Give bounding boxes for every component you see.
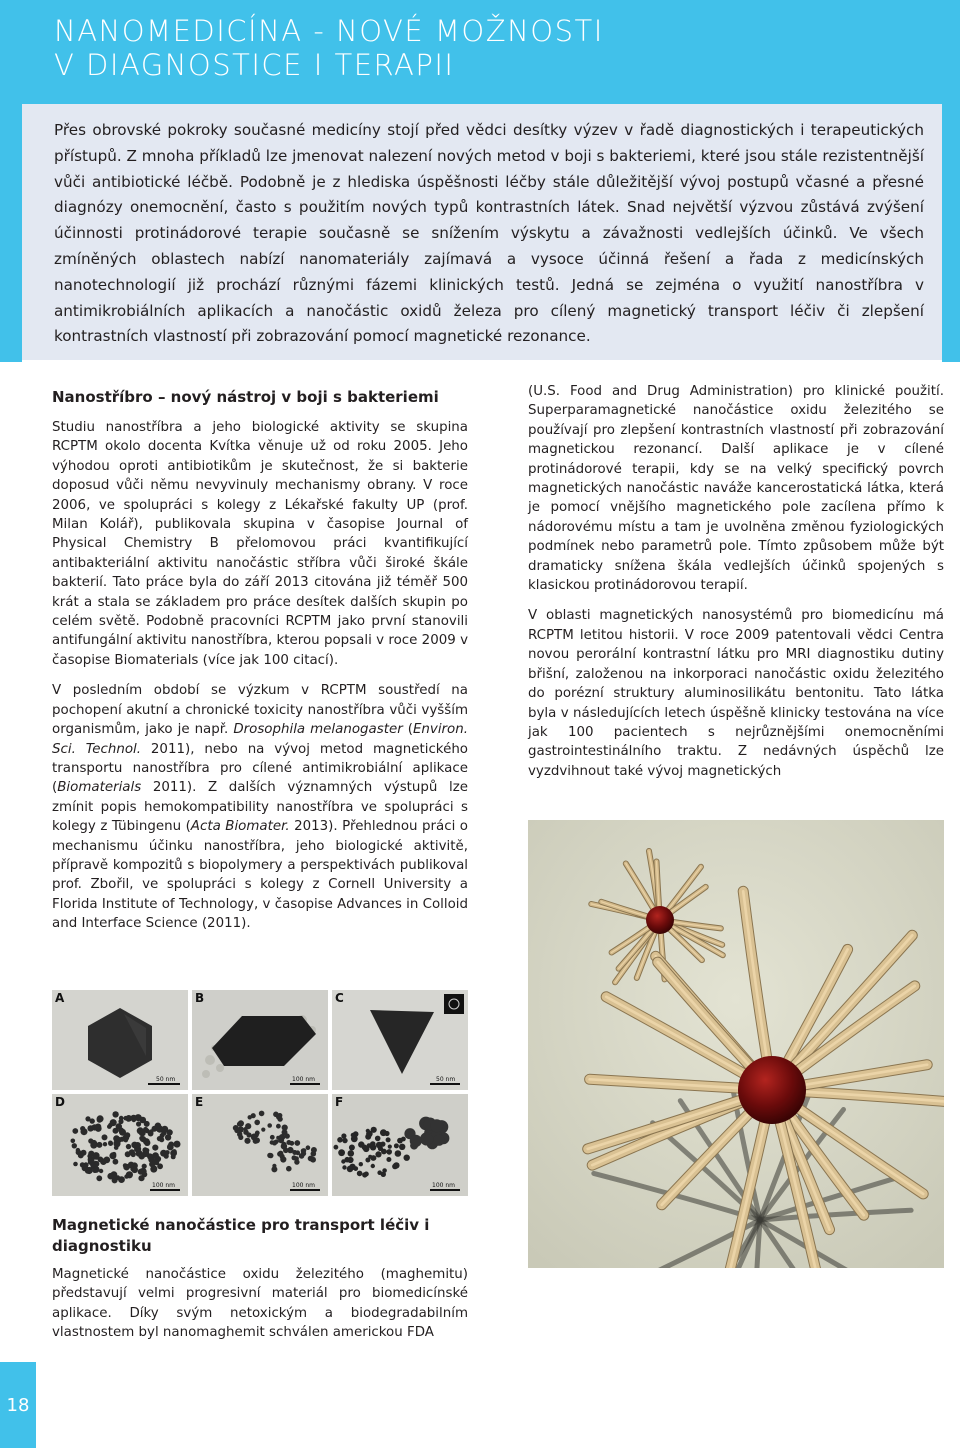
tem-scale-c: 50 nm xyxy=(436,1076,456,1083)
silver-p2-text-d: 2011). Z dalších významných výstupů lze zmínit popis hemokompatibility nanostříbra ve spolupráci s kolegy z Tübingenu ( xyxy=(52,780,468,835)
tem-panel-f xyxy=(332,1094,468,1196)
magnetic-section xyxy=(52,1215,468,1343)
page-title xyxy=(54,14,942,82)
silver-p2-italic-2: Environ. Sci. Technol. xyxy=(52,722,468,757)
tem-panel-e-image xyxy=(192,1094,328,1196)
page-number: 18 xyxy=(6,1395,30,1416)
tem-label-f: F xyxy=(335,1095,344,1109)
tem-panel-c-image xyxy=(332,990,468,1090)
left-accent-bar xyxy=(0,0,22,362)
tem-label-b: B xyxy=(195,991,205,1005)
tem-panel-a-image xyxy=(52,990,188,1090)
right-paragraph-2: V oblasti magnetických nanosystémů pro biomedicínu má RCPTM letitou historii. V roce 2009 patentovali vědci Centra novou perorální kontrastní látku pro MRI diagnostiku dutiny břišní, založenou na inkorporaci nanočástic oxidu železitého do porézní struktury aluminosilikátu bentonitu. Tato látka byla v následujících letech úspěšně klinicky testována na více jak 100 pacientech s nejrůznějšími onemocněními gastrointestinálního traktu. Z nedávných úspěchů lze vyzdvihnout také vývoj magnetických xyxy=(528,608,944,779)
intro-paragraph: Přes obrovské pokroky současné medicíny stojí před vědci desítky výzev v řadě diagnostických i terapeutických přístupů. Z mnoha příkladů lze jmenovat nalezení nových metod v boji s bakteriemi, které jsou stále rezistentnější vůči antibiotické léčbě. Podobně je z hlediska úspěšnosti léčby stále důležitější vývoj postupů včasné a přesné diagnózy onemocnění, často s použitím nových typů kontrastních látek. Snad největší výzvou zůstává zvýšení účinnosti protinádorové terapie současně se snížením výskytu a závažnosti vedlejších účinků. Ve všech zmíněných oblastech nabízí nanomateriály zajímavá a vysoce účinná řešení a řada z medicínských nanotechnologií již prochází různými fázemi klinických testů. Jedná se zejména o využití nanostříbra v antimikrobiálních aplikacích a nanočástic oxidů železa pro cílený magnetický transport léčiv či zlepšení kontrastních vlastností při zobrazování pomocí magnetické rezonance. xyxy=(54,121,924,346)
tem-scale-e: 100 nm xyxy=(292,1182,316,1189)
silver-p2-italic-3: Biomaterials xyxy=(57,780,142,796)
left-column xyxy=(52,387,468,945)
tem-label-c: C xyxy=(335,991,344,1005)
header-band xyxy=(22,0,942,104)
tem-panel-c xyxy=(332,990,468,1090)
tem-label-e: E xyxy=(195,1095,204,1109)
tem-scale-a: 50 nm xyxy=(156,1076,176,1083)
right-paragraph-1: (U.S. Food and Drug Administration) pro klinické použití. Superparamagnetické nanočástice oxidu železitého se používají pro zlepšení kontrastních vlastností při zobrazování magnetickou rezonancí. Další aplikace je v cílené protinádorové terapii, kdy se na velký specifický povrch magnetických nanočástic naváže kancerostatická látka, která je pomocí vnějšího magnetického pole zacílena přímo k nádorovému místu a tam je uvolněna změnou fyziologických podmínek nebo parametrů pole. Tímto způsobem může být dramaticky snížena škála vedlejších účinků spojených s klasickou protinádorovou terapií. xyxy=(528,384,944,594)
silver-p2-text-c: 2011), nebo na vývoj metod magnetického transportu nanostříbra pro cílené antimikrobiální aplikace ( xyxy=(52,741,468,796)
tem-panel-f-image xyxy=(332,1094,468,1196)
magnetic-heading: Magnetické nanočástice pro transport léčiv i diagnostiku xyxy=(52,1216,430,1255)
tem-panel-d xyxy=(52,1094,188,1196)
right-accent-bar xyxy=(942,0,960,362)
silver-paragraph-2 xyxy=(52,681,468,933)
tem-panel-b-image xyxy=(192,990,328,1090)
silver-p2-text-b: ( xyxy=(402,722,413,738)
tem-panel-d-image xyxy=(52,1094,188,1196)
page-title-line2: V DIAGNOSTICE I TERAPII xyxy=(54,48,455,82)
tem-scale-b: 100 nm xyxy=(292,1076,316,1083)
right-column xyxy=(528,382,944,792)
tem-panel-a xyxy=(52,990,188,1090)
intro-box xyxy=(22,104,942,360)
tem-panel-e xyxy=(192,1094,328,1196)
magnetic-paragraph-1: Magnetické nanočástice oxidu železitého (maghemitu) představují velmi progresivní materiál pro biomedicínské aplikace. Díky svým netoxickým a biodegradabilním vlastnostem byl nanomaghemit schválen americkou FDA xyxy=(52,1267,468,1341)
tem-micrograph-figure xyxy=(52,990,468,1196)
silver-p2-text-e: 2013). Přehlednou práci o mechanismu účinku nanostříbra, jeho biologické aktivitě, přípravě kompozitů s biopolymery a perspektivách publikoval prof. Zbořil, ve spolupráci s kolegy z Cornell University a Florida Institute of Technology, v časopise Advances in Colloid and Interface Science (2011). xyxy=(52,819,468,932)
tem-label-a: A xyxy=(55,991,65,1005)
tem-scale-d: 100 nm xyxy=(152,1182,176,1189)
page-title-line1: NANOMEDICÍNA - NOVÉ MOŽNOSTI xyxy=(54,14,604,48)
nanoparticle-illustration xyxy=(528,820,944,1268)
tem-label-d: D xyxy=(55,1095,65,1109)
silver-paragraph-1: Studiu nanostříbra a jeho biologické aktivity se skupina RCPTM okolo docenta Kvítka věnuje už od roku 2005. Jeho výhodou oproti antibiotikům je skutečnost, že si bakterie doposud vůči němu nevyvinuly mechanismy obrany. V roce 2006, ve spolupráci s kolegy z Lékařské fakulty UP (prof. Milan Kolář), publikovala skupina v časopise Journal of Physical Chemistry B přelomovou práci kvantifikující antibakteriální aktivitu nanočástic stříbra vůči široké škále bakterií. Tato práce byla do září 2013 citována již téměř 500 krát a stala se základem pro práce desítek dalších skupin po celém světě. Podobně pracovníci RCPTM jako první stanovili antifungální aktivitu nanostříbra, kterou popsali v roce 2009 v časopise Biomaterials (více jak 100 citací). xyxy=(52,420,468,668)
silver-p2-italic-1: Drosophila melanogaster xyxy=(233,722,403,738)
tem-scale-f: 100 nm xyxy=(432,1182,456,1189)
nanoparticle-illustration-image xyxy=(528,820,944,1268)
silver-heading: Nanostříbro – nový nástroj v boji s bakteriemi xyxy=(52,388,439,406)
silver-p2-text-a: V posledním období se výzkum v RCPTM soustředí na pochopení akutní a chronické toxicity nanostříbra vůči vyšším organismům, jako je např. xyxy=(52,683,468,738)
silver-p2-italic-4: Acta Biomater. xyxy=(190,819,290,835)
tem-panel-b xyxy=(192,990,328,1090)
